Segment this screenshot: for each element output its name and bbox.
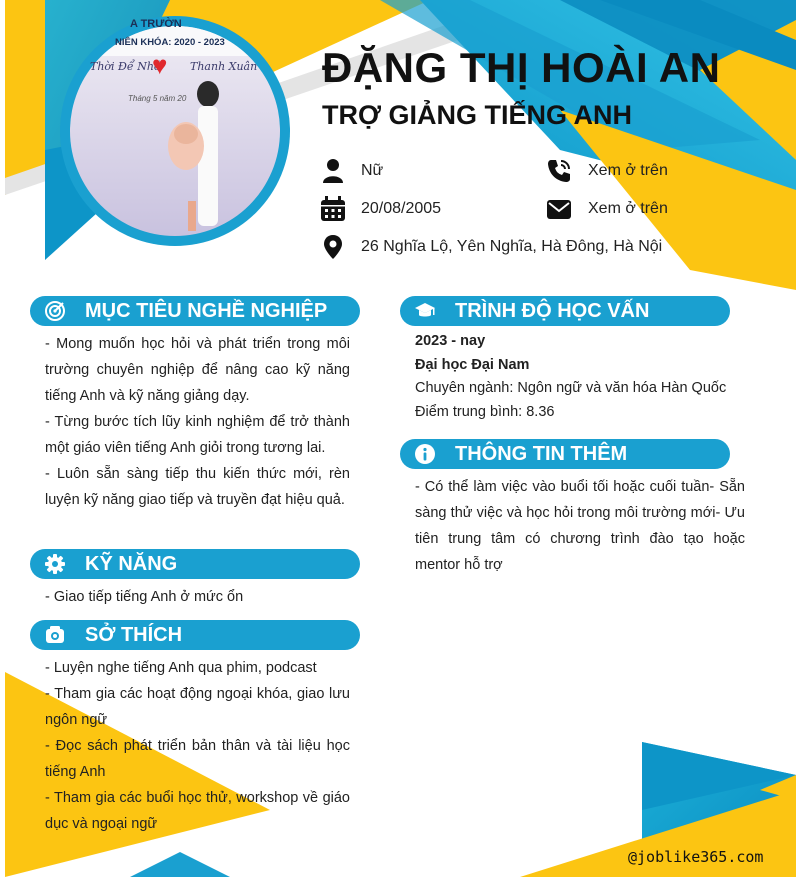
heart-icon: ♥ bbox=[152, 50, 168, 80]
photo-banner-line2: NIÊN KHÓA: 2020 - 2023 bbox=[115, 37, 225, 48]
candidate-name: ĐẶNG THỊ HOÀI AN bbox=[322, 44, 721, 91]
skills-text bbox=[45, 584, 350, 610]
avatar bbox=[60, 16, 290, 246]
hobbies-line: - Tham gia các hoạt động ngoại khóa, giao lưu ngôn ngữ bbox=[45, 686, 350, 728]
phone-icon bbox=[546, 158, 572, 184]
watermark: @joblike365.com bbox=[628, 848, 764, 866]
more-info-header bbox=[400, 439, 730, 469]
hobbies-title: SỞ THÍCH bbox=[85, 624, 183, 646]
more-info-text: - Có thể làm việc vào buổi tối hoặc cuối tuần- Sẵn sàng thử việc và học hỏi trong môi trường mới- Ưu tiên trung tâm có chương trình đào tạo hoặc mentor hỗ trợ bbox=[415, 479, 745, 573]
person-icon bbox=[320, 158, 346, 184]
phone-value: Xem ở trên bbox=[588, 162, 668, 179]
skills-header bbox=[30, 549, 360, 579]
hobbies-text bbox=[45, 655, 350, 837]
education-gpa: Điểm trung bình: 8.36 bbox=[415, 403, 555, 420]
objective-line: - Luôn sẵn sàng tiếp thu kiến thức mới, rèn luyện kỹ năng giao tiếp và truyền đạt hiệu quả. bbox=[45, 466, 350, 508]
map-pin-icon bbox=[320, 234, 346, 260]
photo-banner-line5: Tháng 5 năm 20 bbox=[128, 94, 187, 103]
skills-line: - Giao tiếp tiếng Anh ở mức ổn bbox=[45, 589, 244, 605]
hobbies-line: - Tham gia các buổi học thử, workshop về giáo dục và ngoại ngữ bbox=[45, 790, 350, 832]
gender-value: Nữ bbox=[361, 162, 384, 179]
hobbies-line: - Đọc sách phát triển bản thân và tài liệu học tiếng Anh bbox=[45, 738, 350, 780]
objective-title: MỤC TIÊU NGHỀ NGHIỆP bbox=[85, 300, 328, 322]
birthdate-value: 20/08/2005 bbox=[361, 200, 442, 217]
objective-text bbox=[45, 331, 350, 513]
photo-banner-line4: Thanh Xuân bbox=[190, 60, 258, 73]
gear-icon bbox=[44, 553, 66, 575]
email-value: Xem ở trên bbox=[588, 200, 668, 217]
graduation-cap-icon bbox=[414, 300, 436, 322]
education-major: Chuyên ngành: Ngôn ngữ và văn hóa Hàn Quốc bbox=[415, 380, 727, 396]
education-header bbox=[400, 296, 730, 326]
objective-line: - Mong muốn học hỏi và phát triển trong môi trường chuyên nghiệp để nâng cao kỹ năng tiếng Anh và kỹ năng giảng dạy. bbox=[45, 336, 350, 404]
photo-banner-line1: A TRƯỜN bbox=[130, 18, 182, 30]
address-value: 26 Nghĩa Lộ, Yên Nghĩa, Hà Đông, Hà Nội bbox=[361, 238, 663, 255]
camera-icon bbox=[44, 624, 66, 646]
education-period: 2023 - nay bbox=[415, 333, 486, 349]
job-title: TRỢ GIẢNG TIẾNG ANH bbox=[322, 100, 633, 130]
photo-banner-line3: Thời Để Nhớ bbox=[90, 60, 161, 73]
envelope-icon bbox=[546, 196, 572, 222]
education-title: TRÌNH ĐỘ HỌC VẤN bbox=[455, 300, 650, 322]
skills-title: KỸ NĂNG bbox=[85, 553, 178, 575]
objective-line: - Từng bước tích lũy kinh nghiệm để trở thành một giáo viên tiếng Anh giỏi trong tương lai. bbox=[45, 414, 350, 456]
education-block bbox=[415, 330, 745, 424]
target-icon bbox=[44, 300, 66, 322]
education-school: Đại học Đại Nam bbox=[415, 356, 530, 373]
hobbies-line: - Luyện nghe tiếng Anh qua phim, podcast bbox=[45, 660, 317, 676]
objective-header bbox=[30, 296, 360, 326]
hobbies-header bbox=[30, 620, 360, 650]
calendar-icon bbox=[320, 196, 346, 222]
info-icon bbox=[414, 443, 436, 465]
more-info-title: THÔNG TIN THÊM bbox=[455, 443, 628, 465]
